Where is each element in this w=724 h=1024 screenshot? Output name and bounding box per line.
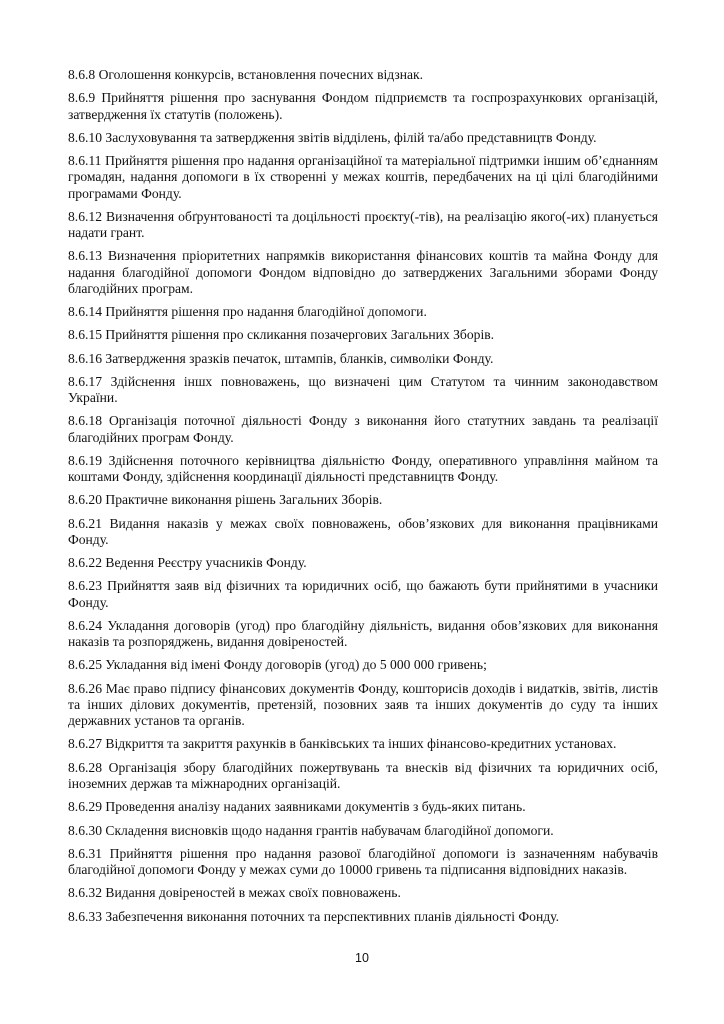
list-item-paragraph: 8.6.26 Має право підпису фінансових документів Фонду, кошторисів доходів і видатків, звітів, листів та інших ділових документів, претензій, позовних заяв та інших документів до суду та інших державних установ та органів. <box>68 680 658 729</box>
list-item-paragraph: 8.6.27 Відкриття та закриття рахунків в банківських та інших фінансово-кредитних установах. <box>68 736 617 752</box>
list-item-paragraph: 8.6.24 Укладання договорів (угод) про благодійну діяльність, видання обов’язкових для виконання наказів та розпоряджень, видання довіреностей. <box>68 617 658 650</box>
list-item-paragraph: 8.6.8 Оголошення конкурсів, встановлення почесних відзнак. <box>68 67 424 82</box>
list-item-paragraph: 8.6.22 Ведення Реєстру учасників Фонду. <box>68 555 307 571</box>
list-item-paragraph: 8.6.18 Організація поточної діяльності Фонду з виконання його статутних завдань та реалізації благодійних програм Фонду. <box>68 413 658 445</box>
list-item-paragraph: 8.6.9 Прийняття рішення про заснування Фондом підприємств та госпрозрахункових організацій, затвердження їх статутів (положень). <box>68 90 658 122</box>
page-number: 10 <box>355 951 369 965</box>
list-item-paragraph: 8.6.17 Здійснення іншх повноважень, що визначені цим Статутом та чинним законодавством України. <box>68 373 658 406</box>
list-item-paragraph: 8.6.31 Прийняття рішення про надання разової благодійної допомоги із зазначенням набувачів благодійної допомоги Фонду у межах суми до 10000 гривень та підписання відповідних наказів. <box>68 845 658 878</box>
list-item-paragraph: 8.6.33 Забезпечення виконання поточних та перспективних планів діяльності Фонду. <box>68 908 559 924</box>
list-item-paragraph: 8.6.19 Здійснення поточного керівництва діяльністю Фонду, оперативного управління майном та коштами Фонду, здійснення координації діяльності представництв Фонду. <box>68 452 658 485</box>
list-item-paragraph: 8.6.16 Затвердження зразків печаток, штампів, бланків, символіки Фонду. <box>68 350 494 366</box>
list-item-paragraph: 8.6.32 Видання довіреностей в межах своїх повноважень. <box>68 885 401 901</box>
list-item-paragraph: 8.6.15 Прийняття рішення про скликання позачергових Загальних Зборів. <box>68 327 495 343</box>
list-item-paragraph: 8.6.29 Проведення аналізу наданих заявниками документів з будь-яких питань. <box>68 799 526 815</box>
list-item-paragraph: 8.6.11 Прийняття рішення про надання організаційної та матеріальної підтримки іншим об’єднанням громадян, надання допомоги в їх створенні у межах коштів, передбачених на ці цілі благодійними програмами Фонду. <box>68 153 658 201</box>
list-item-paragraph: 8.6.13 Визначення пріоритетних напрямків використання фінансових коштів та майна Фонду для надання благодійної допомоги Фондом відповідно до затверджених Загальними зборами Фонду благодійних програм. <box>68 248 658 296</box>
list-item-paragraph: 8.6.12 Визначення обґрунтованості та доцільності проєкту(-тів), на реалізацію якого(-их) планується надати грант. <box>68 208 658 240</box>
list-item-paragraph: 8.6.20 Практичне виконання рішень Загальних Зборів. <box>68 492 383 508</box>
list-item-paragraph: 8.6.10 Заслуховування та затвердження звітів відділень, філій та/або представництв Фонду. <box>68 129 597 145</box>
list-item-paragraph: 8.6.21 Видання наказів у межах своїх повноважень, обов’язкових для виконання працівниками Фонду. <box>68 515 658 547</box>
list-item-paragraph: 8.6.28 Організація збору благодійних пожертвувань та внесків від фізичних та юридичних осіб, іноземних держав та міжнародних організацій. <box>68 759 658 791</box>
document-body <box>68 67 658 932</box>
list-item-paragraph: 8.6.23 Прийняття заяв від фізичних та юридичних осіб, що бажають бути прийнятими в учасники Фонду. <box>68 578 658 610</box>
list-item-paragraph: 8.6.14 Прийняття рішення про надання благодійної допомоги. <box>68 304 427 319</box>
list-item-paragraph: 8.6.25 Укладання від імені Фонду договорів (угод) до 5 000 000 гривень; <box>68 657 487 673</box>
list-item-paragraph: 8.6.30 Складення висновків щодо надання грантів набувачам благодійної допомоги. <box>68 822 554 838</box>
